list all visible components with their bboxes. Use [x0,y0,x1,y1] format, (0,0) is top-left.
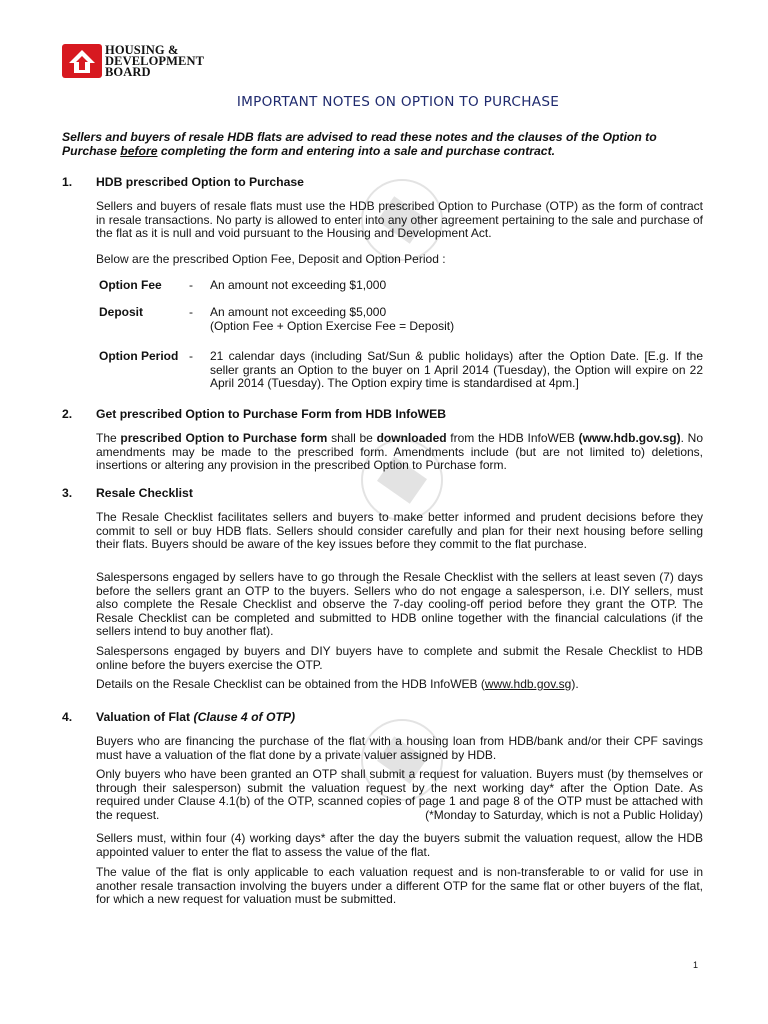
bold-run: downloaded [376,431,447,445]
section-1-heading [62,175,304,189]
section-3-paragraph-2: Salespersons engaged by sellers have to go through the Resale Checklist with the sellers at least seven (7) days before the sellers grant an OTP to the buyers. Sellers who do not engage a salesperson, i.e. DIY sellers, must also complete the Resale Checklist and observe the 7-day cooling-off period before they grant the OTP. The Resale Checklist can be completed and submitted to HDB online together with the financial calculations (if the sellers intend to buy another flat). [96,570,703,638]
definition-dash: - [189,349,193,363]
definition-term: Option Fee [99,278,162,292]
section-title: Resale Checklist [96,486,193,500]
hdb-house-icon [62,44,102,78]
definition-text: 21 calendar days (including Sat/Sun & public holidays) after the Option Date. [E.g. If the seller grants an Option to the buyer on 1 April 2014 (Tuesday), the Option will expire on 22 April 2014 (Tuesday). The Option expiry time is standardised at 4pm.] [210,349,703,390]
intro-text-2: completing the form and entering into a sale and purchase contract. [157,144,556,159]
logo-line-3: BOARD [105,65,151,79]
logo-line-2: DEVELOPMENT [105,54,205,68]
section-number: 3. [62,486,73,500]
definition-line-2: (Option Fee + Option Exercise Fee = Deposit) [210,318,455,333]
hdb-logo [62,44,204,78]
text-run: The [96,431,121,445]
text-run: Details on the Resale Checklist can be obtained from the HDB InfoWEB ( [96,677,485,691]
section-number: 2. [62,407,73,421]
section-title: Get prescribed Option to Purchase Form from HDB InfoWEB [96,407,447,421]
section-4-paragraph-4: The value of the flat is only applicable to each valuation request and is non-transferable to or valid for use in another resale transaction involving the buyers under a different OTP for the same flat or other buyers of the flat, for which a new request for valuation must be submitted. [96,865,703,906]
footnote-note: (*Monday to Saturday, which is not a Public Holiday) [425,807,703,822]
intro-underlined: before [120,144,158,159]
section-4-paragraph-1: Buyers who are financing the purchase of the flat with a housing loan from HDB/bank and/or their CPF savings must have a valuation of the flat done by a private valuer assigned by HDB. [96,734,703,762]
definition-text: An amount not exceeding $1,000 [210,278,387,292]
definition-text [210,306,703,333]
section-3-paragraph-1: The Resale Checklist facilitates sellers and buyers to make better informed and prudent decisions before they commit to sell or buy HDB flats. Sellers should consider carefully and plan for their next housing before selling their flats. Buyers should be aware of the key issues before they commit to the flat purchase. [96,510,703,551]
section-2-heading [62,407,446,421]
section-4-paragraph-3: Sellers must, within four (4) working days* after the day the buyers submit the valuation request, allow the HDB appointed valuer to enter the flat to assess the value of the flat. [96,831,703,859]
section-4-heading [62,710,295,724]
section-2-paragraph [96,432,703,473]
section-title: Valuation of Flat [96,710,194,724]
section-title: HDB prescribed Option to Purchase [96,175,304,189]
section-3-paragraph-3: Salespersons engaged by buyers and DIY buyers have to complete and submit the Resale Checklist to HDB online before the buyers exercise the OTP. [96,644,703,672]
section-number: 4. [62,710,73,724]
text-run: from the HDB InfoWEB [446,431,579,445]
section-number: 1. [62,175,73,189]
intro-text-1: Sellers and buyers of resale HDB flats are advised to read these notes and the clauses of the Option to Purchase [62,130,657,159]
logo-wordmark [105,45,204,78]
bold-run: prescribed Option to Purchase form [120,431,328,445]
section-1-paragraph-1: Sellers and buyers of resale flats must use the HDB prescribed Option to Purchase (OTP) as the form of contract in resale transactions. No party is allowed to enter into any other agreement pertaining to the sale and purchase of the flat as it is null and void pursuant to the Housing and Development Act. [96,199,703,240]
page-title: IMPORTANT NOTES ON OPTION TO PURCHASE [236,94,560,110]
section-3-heading [62,486,193,500]
text-run: ). [571,677,579,691]
text-run: Only buyers who have been granted an OTP shall submit a request for valuation. Buyers must (by themselves or through their salesperson) submit the valuation request by the next working day* after the Option Date. As required under Clause 4.1(b) of the OTP, scanned copies of page 1 and page 8 of the OTP must be attached with the request. [96,767,703,822]
text-run: shall be [327,431,377,445]
definition-dash: - [189,305,193,319]
definition-dash: - [189,278,193,292]
section-title-clause: (Clause 4 of OTP) [193,710,296,724]
section-3-paragraph-4 [96,678,703,692]
definition-term: Deposit [99,305,144,319]
definition-term: Option Period [99,349,179,363]
hdb-website-link[interactable]: (www.hdb.gov.sg) [578,431,681,445]
hdb-website-link[interactable]: www.hdb.gov.sg [484,677,572,691]
section-4-paragraph-2 [96,768,703,822]
page-number: 1 [693,960,699,970]
section-1-paragraph-2: Below are the prescribed Option Fee, Deposit and Option Period : [96,252,446,266]
intro-paragraph [62,130,706,159]
definition-line-1: An amount not exceeding $5,000 [210,305,387,319]
text-run: . No amendments may be made to the prescribed form. Amendments include (but are not limited to) deletions, insertions or altering any provision in the prescribed Option to Purchase form. [96,431,703,472]
logo-line-1: HOUSING & [105,43,179,57]
